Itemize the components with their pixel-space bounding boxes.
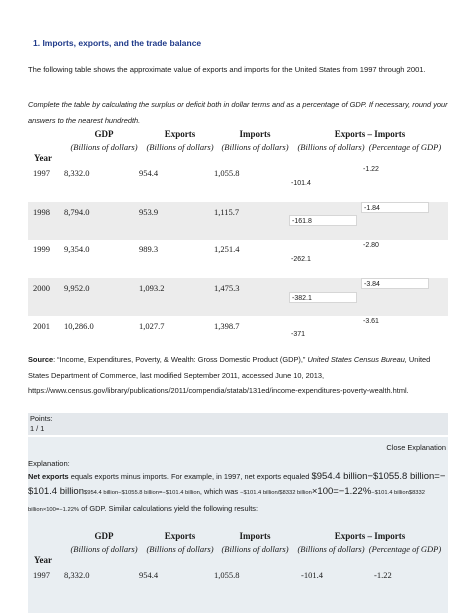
header-gdp: GDP — [94, 129, 114, 139]
net-dollars-input[interactable]: -382.1 — [289, 292, 357, 303]
header-imports: Imports — [239, 129, 271, 139]
formula-1: $954.4 billion−$1055.8 billion=−$101.4 billion — [28, 471, 446, 497]
cell-exports: 954.4 — [139, 168, 159, 178]
table-row — [28, 202, 448, 240]
cell-imports: 1,475.3 — [214, 283, 240, 293]
cell-exports: 1,093.2 — [139, 283, 165, 293]
result-header-year: Year — [34, 555, 52, 565]
cell-exports: 953.9 — [139, 207, 159, 217]
points-label: Points: — [30, 414, 53, 423]
net-pct-input[interactable]: -2.80 — [363, 242, 379, 249]
header-net-sub-dollars: (Billions of dollars) — [297, 142, 365, 152]
header-year: Year — [34, 153, 52, 163]
source-text-1: : “Income, Expenditures, Poverty, & Wealth: Gross Domestic Product (GDP),” — [53, 355, 308, 364]
net-pct-input[interactable]: -1.22 — [363, 166, 379, 173]
cell-year: 2000 — [33, 283, 50, 293]
source-text-2: United States Department of Commerce, last modified September 2011, accessed June 10, 2013, https://www.census.gov/library/publications/2011/compendia/statab/131ed/income-expenditures-poverty-wealth.html. — [28, 355, 431, 395]
net-exports-term: Net exports — [28, 472, 69, 481]
cell-gdp: 10,286.0 — [64, 321, 94, 331]
header-exports-sub: (Billions of dollars) — [146, 142, 214, 152]
table-row — [28, 278, 448, 316]
result-header-net-sub-dollars: (Billions of dollars) — [297, 544, 365, 554]
result-header-exports-sub: (Billions of dollars) — [146, 544, 214, 554]
cell-exports: 989.3 — [139, 244, 159, 254]
result-header-gdp: GDP — [94, 531, 114, 541]
cell-year: 1997 — [33, 168, 50, 178]
result-cell-exports: 954.4 — [139, 570, 159, 580]
header-gdp-sub: (Billions of dollars) — [70, 142, 138, 152]
cell-imports: 1,115.7 — [214, 207, 240, 217]
explanation-text: Net exports equals exports minus imports. For example, in 1997, net exports equaled $954.4 billion−$1055.8 billion=−$101.4 billion$954.4 billion−$1055.8 billion=−$101.4 billion, which was −$101.4 billion/$8332 billion×100=−1.22%−$101.4 billion$8332 billion×100=−1.22% of GDP. Similar calculations yield the following results: — [28, 471, 446, 513]
net-dollars-input[interactable]: -161.8 — [289, 215, 357, 226]
cell-imports: 1,055.8 — [214, 168, 240, 178]
cell-gdp: 9,354.0 — [64, 244, 90, 254]
header-exports: Exports — [164, 129, 196, 139]
source-italic: United States Census Bureau, — [307, 355, 407, 364]
question-intro: The following table shows the approximate value of exports and imports for the United States from 1997 through 2001. — [28, 65, 426, 74]
result-cell-net-pct: -1.22 — [374, 570, 392, 580]
cell-gdp: 9,952.0 — [64, 283, 90, 293]
header-imports-sub: (Billions of dollars) — [221, 142, 289, 152]
table-row — [28, 164, 448, 202]
result-header-imports-sub: (Billions of dollars) — [221, 544, 289, 554]
result-header-gdp-sub: (Billions of dollars) — [70, 544, 138, 554]
net-pct-input[interactable]: -1.84 — [361, 202, 429, 213]
points-value: 1 / 1 — [30, 424, 45, 433]
result-cell-net-dollars: -101.4 — [301, 570, 323, 580]
source-citation — [28, 352, 448, 399]
table-row — [28, 240, 448, 278]
result-header-exports: Exports — [164, 531, 196, 541]
result-header-net: Exports – Imports — [334, 531, 406, 541]
result-cell-gdp: 8,332.0 — [64, 570, 90, 580]
cell-gdp: 8,332.0 — [64, 168, 90, 178]
source-label: Source — [28, 355, 54, 364]
explanation-panel — [28, 437, 448, 613]
cell-year: 1998 — [33, 207, 50, 217]
result-header-net-sub-pct: (Percentage of GDP) — [368, 544, 442, 554]
header-net-sub-pct: (Percentage of GDP) — [368, 142, 442, 152]
question-title: 1. Imports, exports, and the trade balance — [33, 38, 202, 48]
net-pct-input[interactable]: -3.61 — [363, 318, 379, 325]
formula-2: ×100=−1.22% — [311, 486, 372, 497]
result-header-imports: Imports — [239, 531, 271, 541]
table-row — [28, 316, 448, 354]
explanation-label: Explanation: — [28, 459, 70, 468]
question-instructions: Complete the table by calculating the surplus or deficit both in dollar terms and as a percentage of GDP. If necessary, round your answers to the nearest hundredth. — [28, 100, 448, 125]
cell-year: 2001 — [33, 321, 50, 331]
cell-year: 1999 — [33, 244, 50, 254]
net-dollars-input[interactable]: -371 — [291, 331, 306, 338]
cell-exports: 1,027.7 — [139, 321, 165, 331]
header-net: Exports – Imports — [334, 129, 406, 139]
cell-imports: 1,398.7 — [214, 321, 240, 331]
result-cell-imports: 1,055.8 — [214, 570, 240, 580]
cell-gdp: 8,794.0 — [64, 207, 90, 217]
close-explanation-button[interactable]: Close Explanation — [386, 443, 446, 452]
cell-imports: 1,251.4 — [214, 244, 240, 254]
net-pct-input[interactable]: -3.84 — [361, 278, 429, 289]
net-dollars-input[interactable]: -101.4 — [291, 180, 311, 187]
net-dollars-input[interactable]: -262.1 — [291, 256, 311, 263]
result-cell-year: 1997 — [33, 570, 50, 580]
points-box — [28, 413, 448, 435]
